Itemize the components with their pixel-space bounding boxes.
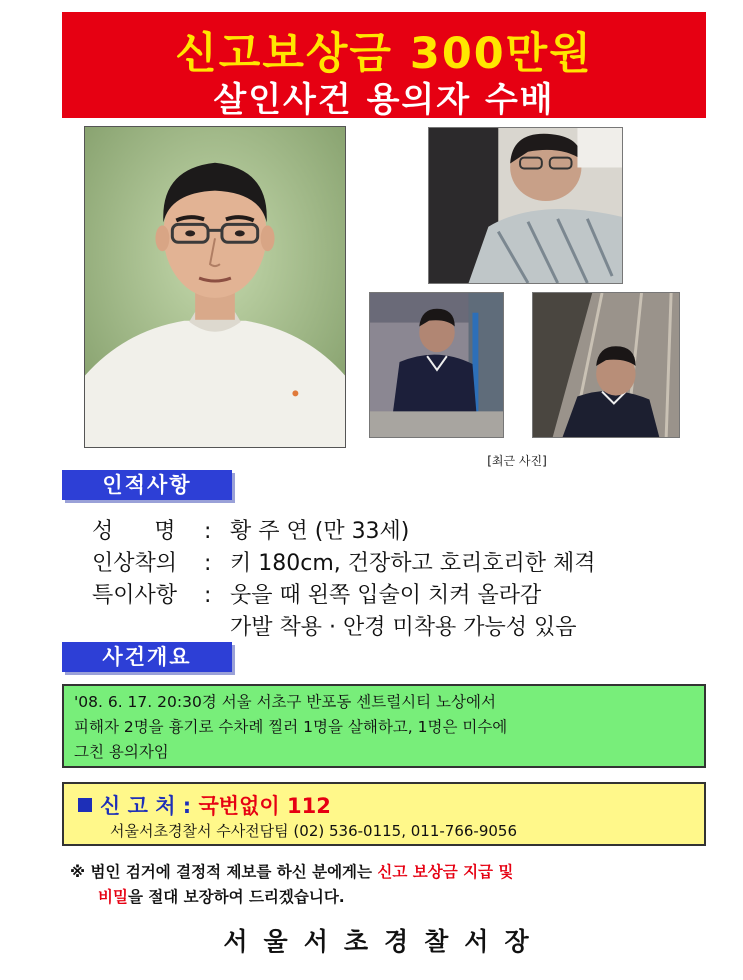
info-label: 특이사항 (92, 583, 178, 608)
notice-highlight: 신고 보상금 지급 및 (377, 863, 514, 881)
reward-amount: 신고보상금 300만원 (175, 29, 593, 79)
incident-line: 피해자 2명을 흉기로 수차례 찔러 1명을 살해하고, 1명은 미수에 (74, 718, 508, 736)
suspect-portrait-photo (84, 126, 346, 448)
confidentiality-notice (70, 860, 710, 910)
notice-highlight: 비밀 (98, 888, 128, 906)
info-row-features (92, 578, 541, 609)
incident-line: 그친 용의자임 (74, 743, 169, 761)
info-colon: : (204, 583, 212, 608)
info-label: 성 명 (92, 519, 193, 544)
recent-photo-1 (428, 127, 623, 284)
section-personal-info: 인적사항 (62, 470, 232, 500)
square-bullet-icon (78, 798, 92, 812)
issuing-authority: 서울서초경찰서장 (223, 927, 545, 956)
section-incident: 사건개요 (62, 642, 232, 672)
report-label: 신 고 처 : (100, 794, 192, 818)
info-row-appearance (92, 546, 596, 577)
incident-summary-box (62, 684, 706, 768)
info-row-name (92, 514, 409, 545)
notice-line-2 (70, 885, 710, 910)
info-row-features-extra: 가발 착용 · 안경 미착용 가능성 있음 (230, 615, 577, 640)
report-contact-detail: 서울서초경찰서 수사전담팀 (02) 536-0115, 011-766-9056 (110, 822, 517, 840)
incident-line: '08. 6. 17. 20:30경 서울 서초구 반포동 센트럴시티 노상에서 (74, 693, 496, 711)
info-label: 인상착의 (92, 551, 178, 576)
report-hotline: 국번없이 112 (198, 794, 331, 818)
notice-text: 범인 검거에 결정적 제보를 하신 분에게는 (90, 863, 373, 881)
header-banner (62, 12, 706, 118)
info-colon: : (204, 551, 212, 576)
wanted-title: 살인사건 용의자 수배 (213, 80, 555, 120)
reference-mark-icon: ※ (70, 863, 86, 881)
info-value: 황 주 연 (만 33세) (230, 519, 410, 544)
info-value: 웃을 때 왼쪽 입술이 치켜 올라감 (230, 583, 542, 608)
report-contact-box (62, 782, 706, 846)
report-hotline-row (78, 790, 331, 820)
info-colon: : (204, 519, 212, 544)
notice-line-1 (70, 860, 710, 885)
recent-photo-3 (532, 292, 680, 438)
info-value: 키 180cm, 건장하고 호리호리한 체격 (230, 551, 596, 576)
notice-text: 을 절대 보장하여 드리겠습니다. (127, 888, 345, 906)
photo-caption: [최근 사진] (487, 454, 547, 468)
recent-photo-2 (369, 292, 504, 438)
